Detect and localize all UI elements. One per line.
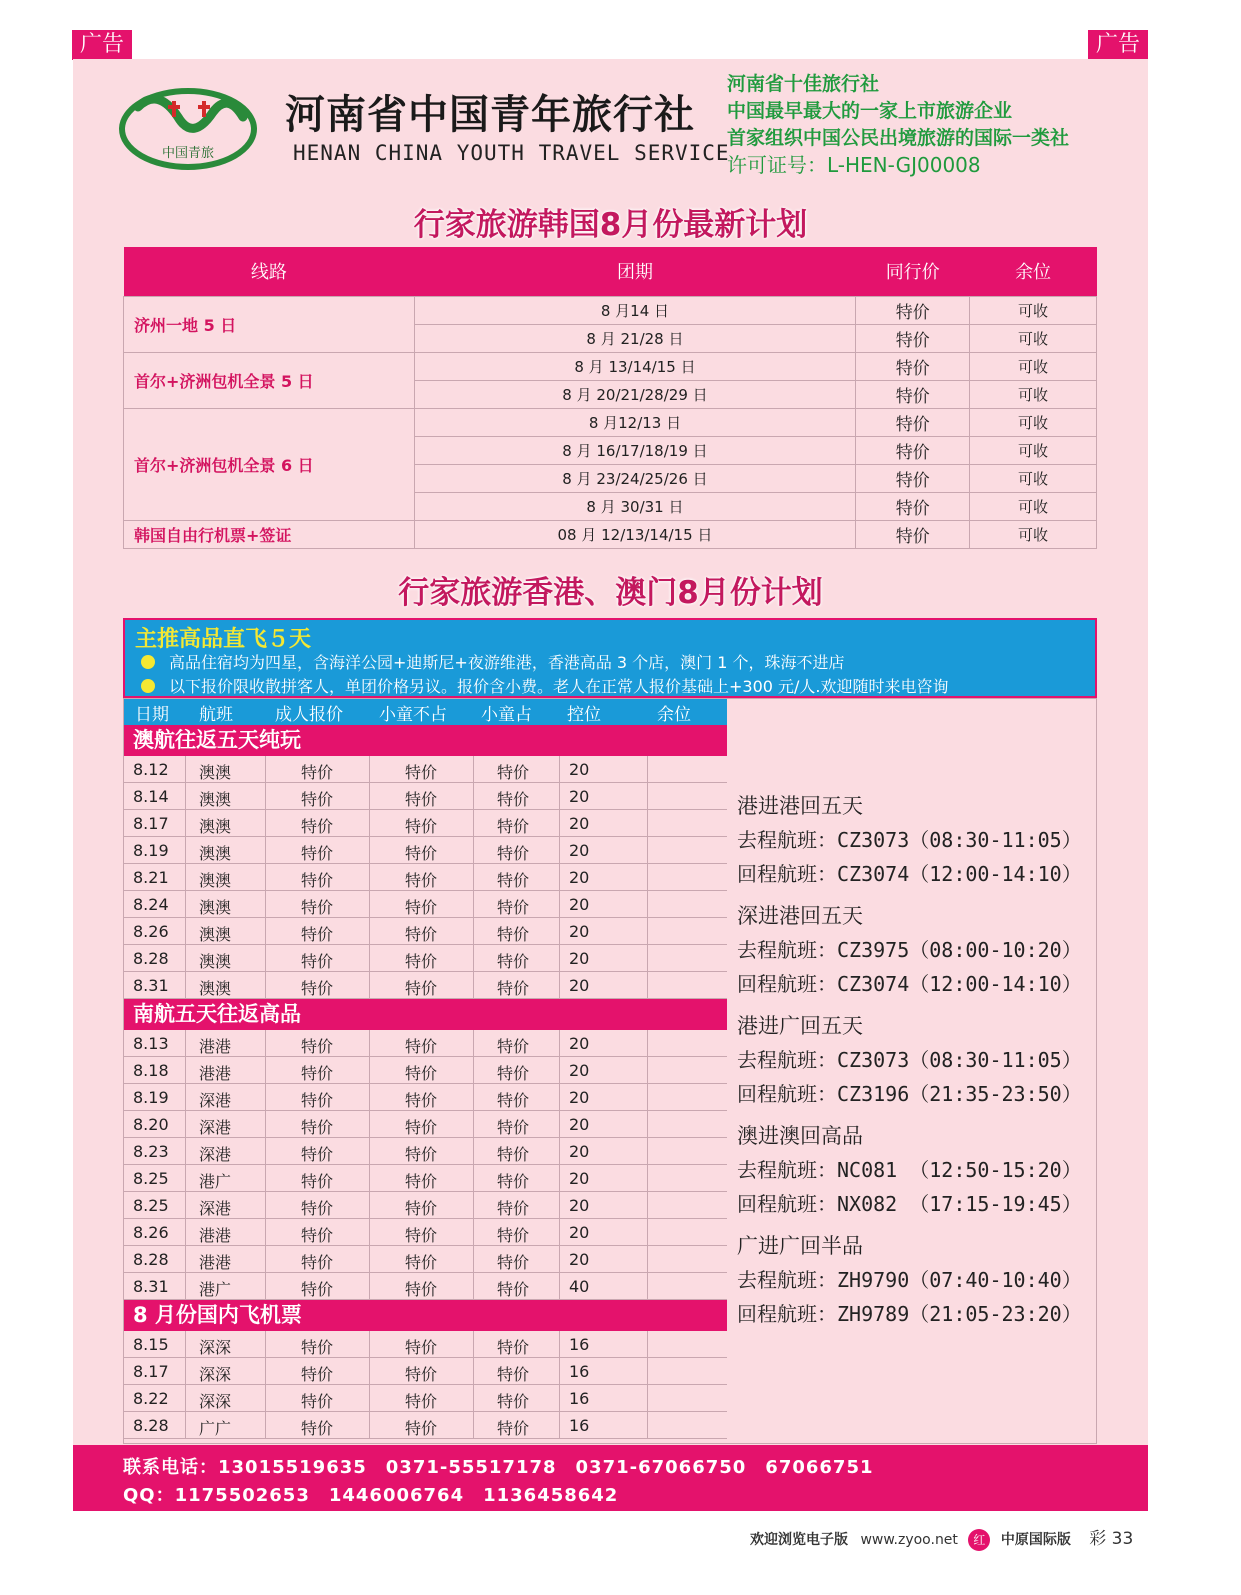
flight: 港广 [199,1280,232,1299]
seat-status: 可收 [970,464,1097,492]
peer-price: 特价 [856,296,970,324]
hk-group-title: 南航五天往返高品 [123,999,727,1030]
adult-price: 特价 [301,1199,334,1218]
hk-row [123,1273,727,1300]
flight: 深深 [199,1338,232,1357]
quota: 20 [569,1250,590,1269]
date: 8.22 [133,1389,169,1408]
peer-price: 特价 [856,436,970,464]
flight: 深深 [199,1392,232,1411]
col-header: 小童占 [481,705,532,725]
child-no-bed: 特价 [405,925,438,944]
flight: 港港 [199,1226,232,1245]
adult-price: 特价 [301,1172,334,1191]
seat-status: 可收 [970,296,1097,324]
brand-name: 河南省中国青年旅行社 [285,92,695,138]
child-bed: 特价 [497,1091,530,1110]
quota: 16 [569,1389,590,1408]
hk-table-header [123,698,727,725]
child-no-bed: 特价 [405,790,438,809]
adult-price: 特价 [301,817,334,836]
date: 8.26 [133,1223,169,1242]
child-no-bed: 特价 [405,1118,438,1137]
child-no-bed: 特价 [405,844,438,863]
korea-row [124,352,1097,380]
hk-row [123,1057,727,1084]
col-header: 成人报价 [275,705,343,725]
page-number: 彩 33 [1089,1529,1134,1549]
adult-price: 特价 [301,952,334,971]
quota: 16 [569,1335,590,1354]
footer-text: 欢迎浏览电子版 [750,1532,848,1548]
child-bed: 特价 [497,1392,530,1411]
return-flight: 回程航班：CZ3196（21:35-23:50） [737,1082,1082,1106]
hk-row [123,1030,727,1057]
seat-status: 可收 [970,436,1097,464]
departure-dates: 8 月 23/24/25/26 日 [414,464,856,492]
child-bed: 特价 [497,871,530,890]
date: 8.23 [133,1142,169,1161]
child-no-bed: 特价 [405,898,438,917]
quota: 16 [569,1416,590,1435]
col-header: 日期 [135,705,169,725]
brand-name-en: HENAN CHINA YOUTH TRAVEL SERVICE [293,141,730,165]
flight-block [737,1119,1137,1221]
korea-table-header [124,247,1097,296]
flight: 港港 [199,1037,232,1056]
promo-bullet: 高品住宿均为四星，含海洋公园+迪斯尼+夜游维港，香港高品 3 个店，澳门 1 个，珠海不进店 [141,650,845,673]
hk-table [123,725,727,1439]
flight-block [737,1009,1137,1111]
child-no-bed: 特价 [405,1172,438,1191]
tagline: 河南省十佳旅行社 [727,73,880,95]
departure-dates: 8 月14 日 [414,296,856,324]
quota: 20 [569,1088,590,1107]
child-bed: 特价 [497,1037,530,1056]
hk-row [123,1246,727,1273]
child-no-bed: 特价 [405,1365,438,1384]
child-bed: 特价 [497,925,530,944]
flight: 深港 [199,1145,232,1164]
peer-price: 特价 [856,492,970,520]
quota: 20 [569,760,590,779]
departure-dates: 8 月 16/17/18/19 日 [414,436,856,464]
adult-price: 特价 [301,1338,334,1357]
peer-price: 特价 [856,520,970,548]
adult-price: 特价 [301,1145,334,1164]
quota: 20 [569,922,590,941]
bullet-icon [141,679,155,693]
col-header: 航班 [199,705,233,725]
hk-row [123,1192,727,1219]
svg-text:中国青旅: 中国青旅 [161,146,215,161]
adult-price: 特价 [301,1091,334,1110]
flight: 澳澳 [199,844,232,863]
quota: 20 [569,841,590,860]
seat-status: 可收 [970,408,1097,436]
adult-price: 特价 [301,898,334,917]
outbound-flight: 去程航班：CZ3073（08:30-11:05） [737,828,1082,852]
child-no-bed: 特价 [405,952,438,971]
date: 8.26 [133,922,169,941]
flight: 深港 [199,1199,232,1218]
seat-status: 可收 [970,352,1097,380]
flight: 澳澳 [199,790,232,809]
adult-price: 特价 [301,1365,334,1384]
departure-dates: 8 月 21/28 日 [414,324,856,352]
date: 8.12 [133,760,169,779]
flight: 广广 [199,1419,232,1438]
hk-promo-box [123,618,1097,698]
flight-route-name: 港进港回五天 [737,794,863,818]
peer-price: 特价 [856,352,970,380]
hk-row [123,972,727,999]
hk-row [123,783,727,810]
flight: 澳澳 [199,979,232,998]
korea-row [124,520,1097,548]
adult-price: 特价 [301,1280,334,1299]
child-no-bed: 特价 [405,1280,438,1299]
child-bed: 特价 [497,1280,530,1299]
route-name: 济州一地 5 日 [124,296,415,352]
date: 8.28 [133,1250,169,1269]
child-no-bed: 特价 [405,1199,438,1218]
departure-dates: 8 月 30/31 日 [414,492,856,520]
outbound-flight: 去程航班：CZ3975（08:00-10:20） [737,938,1082,962]
quota: 20 [569,976,590,995]
quota: 20 [569,1115,590,1134]
child-no-bed: 特价 [405,1338,438,1357]
page-footer [750,1524,1133,1551]
adult-price: 特价 [301,979,334,998]
hk-row [123,1111,727,1138]
quota: 20 [569,1196,590,1215]
quota: 40 [569,1277,590,1296]
adult-price: 特价 [301,1419,334,1438]
date: 8.14 [133,787,169,806]
quota: 20 [569,868,590,887]
peer-price: 特价 [856,464,970,492]
child-no-bed: 特价 [405,1145,438,1164]
contact-qq: QQ：1175502653 1446006764 1136458642 [123,1485,619,1506]
return-flight: 回程航班：CZ3074（12:00-14:10） [737,972,1082,996]
flight-route-name: 广进广回半品 [737,1234,863,1258]
date: 8.31 [133,976,169,995]
seat-status: 可收 [970,380,1097,408]
taglines [727,71,1147,179]
col-header: 余位 [970,247,1097,296]
flight: 港港 [199,1253,232,1272]
flight-block [737,789,1137,891]
date: 8.17 [133,1362,169,1381]
col-header: 余位 [657,705,691,725]
child-no-bed: 特价 [405,1253,438,1272]
hk-row [123,1358,727,1385]
child-bed: 特价 [497,1199,530,1218]
quota: 20 [569,1223,590,1242]
korea-row [124,408,1097,436]
hk-row [123,918,727,945]
tagline: 中国最早最大的一家上市旅游企业 [727,100,1013,122]
korea-section-title: 行家旅游韩国8月份最新计划 [413,207,808,243]
flight: 澳澳 [199,817,232,836]
peer-price: 特价 [856,380,970,408]
outbound-flight: 去程航班：NC081 （12:50-15:20） [737,1158,1082,1182]
child-no-bed: 特价 [405,871,438,890]
flight-route-name: 澳进澳回高品 [737,1124,863,1148]
flight: 深深 [199,1365,232,1384]
col-header: 线路 [124,247,415,296]
quota: 20 [569,814,590,833]
hk-row [123,810,727,837]
adult-price: 特价 [301,1064,334,1083]
child-no-bed: 特价 [405,763,438,782]
flight-block [737,899,1137,1001]
child-bed: 特价 [497,790,530,809]
korea-row [124,296,1097,324]
outbound-flight: 去程航班：CZ3073（08:30-11:05） [737,1048,1082,1072]
flight: 港港 [199,1064,232,1083]
hk-row [123,837,727,864]
hk-group-title: 8 月份国内飞机票 [123,1300,727,1331]
date: 8.28 [133,949,169,968]
outbound-flight: 去程航班：ZH9790（07:40-10:40） [737,1268,1082,1292]
col-header: 控位 [567,705,601,725]
flight-route-name: 港进广回五天 [737,1014,863,1038]
departure-dates: 8 月12/13 日 [414,408,856,436]
hk-row [123,756,727,783]
child-bed: 特价 [497,898,530,917]
red-circle-icon: 红 [968,1529,990,1551]
col-header: 团期 [414,247,856,296]
date: 8.20 [133,1115,169,1134]
child-bed: 特价 [497,1338,530,1357]
footer-edition: 中原国际版 [1000,1532,1071,1548]
adult-price: 特价 [301,1253,334,1272]
flight: 澳澳 [199,925,232,944]
peer-price: 特价 [856,324,970,352]
return-flight: 回程航班：ZH9789（21:05-23:20） [737,1302,1082,1326]
route-name: 首尔+济洲包机全景 6 日 [124,408,415,520]
date: 8.18 [133,1061,169,1080]
child-bed: 特价 [497,952,530,971]
flight-block [737,1229,1137,1331]
quota: 20 [569,895,590,914]
child-bed: 特价 [497,763,530,782]
flight: 澳澳 [199,763,232,782]
col-header: 小童不占 [379,705,447,725]
quota: 16 [569,1362,590,1381]
child-bed: 特价 [497,844,530,863]
hk-row [123,1084,727,1111]
hk-row [123,891,727,918]
tagline: 首家组织中国公民出境旅游的国际一类社 [727,127,1070,149]
adult-price: 特价 [301,1392,334,1411]
flight: 澳澳 [199,898,232,917]
child-no-bed: 特价 [405,1419,438,1438]
license-number: 许可证号：L-HEN-GJ00008 [727,153,981,177]
hk-row [123,1165,727,1192]
adult-price: 特价 [301,790,334,809]
child-no-bed: 特价 [405,1091,438,1110]
hk-row [123,1385,727,1412]
hk-row [123,864,727,891]
child-bed: 特价 [497,1172,530,1191]
flight: 澳澳 [199,871,232,890]
date: 8.31 [133,1277,169,1296]
date: 8.25 [133,1196,169,1215]
cyts-logo-icon [118,77,258,177]
child-no-bed: 特价 [405,979,438,998]
child-bed: 特价 [497,1419,530,1438]
child-bed: 特价 [497,1253,530,1272]
peer-price: 特价 [856,408,970,436]
child-no-bed: 特价 [405,1226,438,1245]
adult-price: 特价 [301,1226,334,1245]
flight: 深港 [199,1118,232,1137]
adult-price: 特价 [301,1037,334,1056]
adult-price: 特价 [301,844,334,863]
quota: 20 [569,787,590,806]
adult-price: 特价 [301,925,334,944]
bullet-icon [141,655,155,669]
date: 8.28 [133,1416,169,1435]
hk-row [123,1412,727,1439]
flight-schedule-panel [737,789,1137,1339]
child-no-bed: 特价 [405,1037,438,1056]
flight-route-name: 深进港回五天 [737,904,863,928]
flight: 澳澳 [199,952,232,971]
return-flight: 回程航班：CZ3074（12:00-14:10） [737,862,1082,886]
hk-row [123,1138,727,1165]
footer-url[interactable]: www.zyoo.net [860,1532,958,1548]
route-name: 韩国自由行机票+签证 [124,520,415,548]
quota: 20 [569,1142,590,1161]
quota: 20 [569,949,590,968]
quota: 20 [569,1169,590,1188]
contact-bar [73,1445,1148,1511]
child-no-bed: 特价 [405,817,438,836]
korea-table [123,247,1097,549]
departure-dates: 8 月 13/14/15 日 [414,352,856,380]
promo-title: 主推高品直飞５天 [135,627,312,652]
date: 8.15 [133,1335,169,1354]
date: 8.13 [133,1034,169,1053]
child-bed: 特价 [497,1226,530,1245]
date: 8.19 [133,1088,169,1107]
adult-price: 特价 [301,871,334,890]
date: 8.21 [133,868,169,887]
adult-price: 特价 [301,1118,334,1137]
child-bed: 特价 [497,979,530,998]
contact-phones: 联系电话：13015519635 0371-55517178 0371-67066750 67066751 [123,1457,874,1478]
date: 8.25 [133,1169,169,1188]
child-no-bed: 特价 [405,1064,438,1083]
seat-status: 可收 [970,492,1097,520]
col-header: 同行价 [856,247,970,296]
hk-group-title: 澳航往返五天纯玩 [123,725,727,756]
departure-dates: 08 月 12/13/14/15 日 [414,520,856,548]
route-name: 首尔+济洲包机全景 5 日 [124,352,415,408]
ad-page [73,59,1148,1511]
flight: 港广 [199,1172,232,1191]
quota: 20 [569,1034,590,1053]
child-bed: 特价 [497,1064,530,1083]
hk-row [123,1331,727,1358]
quota: 20 [569,1061,590,1080]
date: 8.24 [133,895,169,914]
return-flight: 回程航班：NX082 （17:15-19:45） [737,1192,1082,1216]
promo-bullet: 以下报价限收散拼客人，单团价格另议。报价含小费。老人在正常人报价基础上+300 元/人.欢迎随时来电咨询 [141,674,949,697]
child-bed: 特价 [497,1118,530,1137]
date: 8.17 [133,814,169,833]
child-bed: 特价 [497,1365,530,1384]
date: 8.19 [133,841,169,860]
seat-status: 可收 [970,324,1097,352]
hk-row [123,1219,727,1246]
flight: 深港 [199,1091,232,1110]
hk-section-title: 行家旅游香港、澳门8月份计划 [398,575,823,611]
departure-dates: 8 月 20/21/28/29 日 [414,380,856,408]
hk-row [123,945,727,972]
child-no-bed: 特价 [405,1392,438,1411]
ad-label-right: 广告 [1088,30,1148,60]
child-bed: 特价 [497,1145,530,1164]
seat-status: 可收 [970,520,1097,548]
ad-label-left: 广告 [72,30,132,60]
child-bed: 特价 [497,817,530,836]
adult-price: 特价 [301,763,334,782]
